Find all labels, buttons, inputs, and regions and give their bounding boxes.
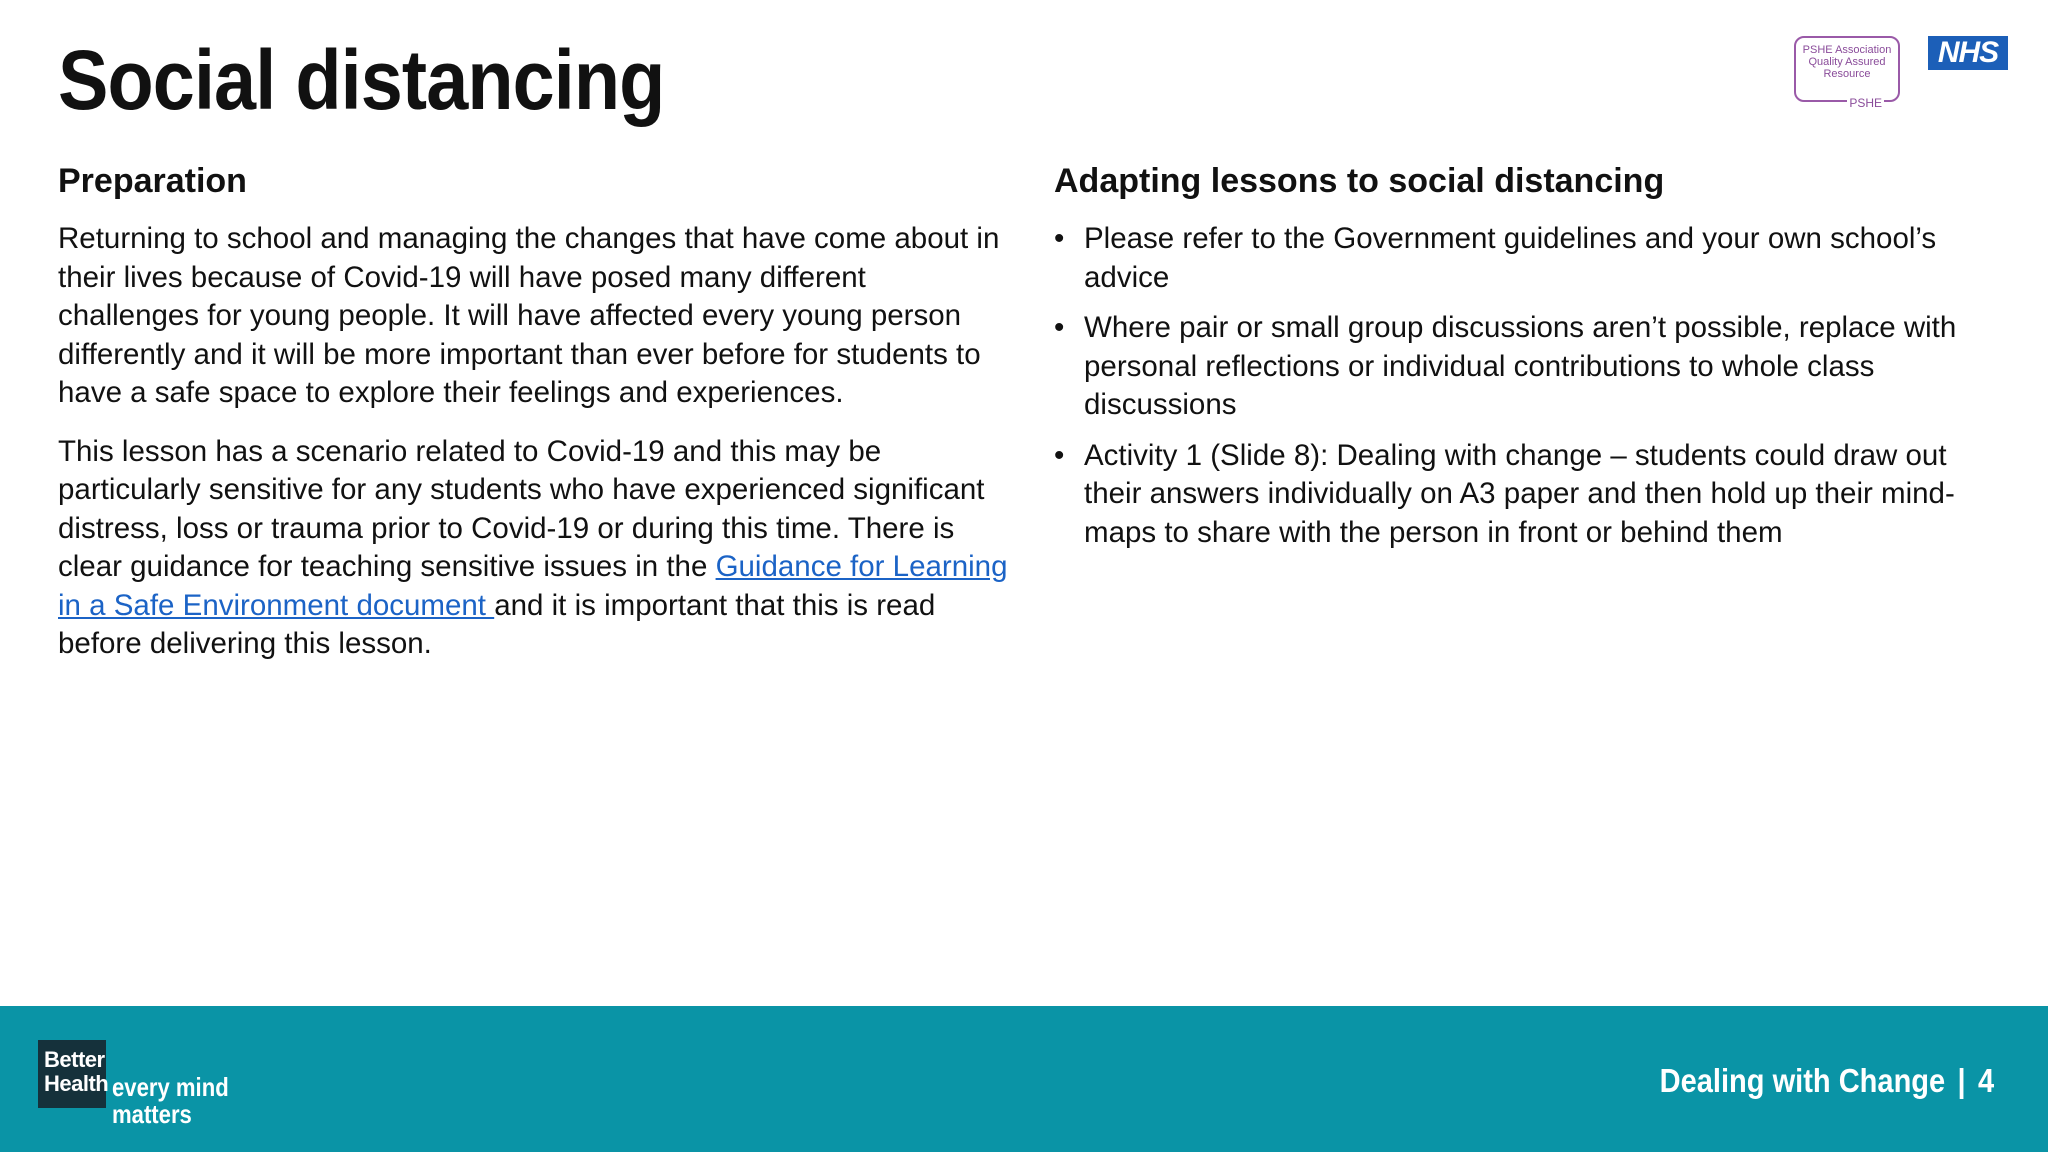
better-health-every-mind-matters-logo <box>38 1040 249 1129</box>
nhs-logo: NHS <box>1928 36 2008 70</box>
list-item <box>1054 437 1994 553</box>
footer-separator: | <box>1957 1062 1966 1099</box>
partner-logos <box>1794 36 2008 110</box>
bullet-icon: • <box>1054 222 1065 255</box>
adapting-lessons-column <box>1054 160 1994 564</box>
pshe-logo-line-1: PSHE Association <box>1802 44 1892 56</box>
preparation-column <box>58 160 1008 684</box>
paragraph-2-text-before-link: This lesson has a scenario related to Covid-19 and this may be particularly sensitive for any students who have experienced significant distress, loss or trauma prior to Covid-19 or during this time. There is clear guidance for teaching sensitive issues in the <box>58 434 985 583</box>
adapting-lessons-list <box>1054 220 1994 552</box>
paragraph-2-text-after-link: and it is important that this is read before delivering this lesson. <box>58 588 936 660</box>
better-health-logo-line-2: Health <box>44 1071 109 1096</box>
every-mind-matters-text <box>112 1074 229 1128</box>
lesson-title: Dealing with Change <box>1659 1062 1946 1099</box>
pshe-logo-mark: PSHE <box>1849 96 1882 110</box>
bullet-icon: • <box>1054 311 1065 344</box>
slide-title: Social distancing <box>58 33 665 127</box>
list-item-text: Please refer to the Government guidelines and your own school’s advice <box>1084 222 1937 294</box>
preparation-paragraph-2 <box>58 433 1008 664</box>
bullet-icon: • <box>1054 438 1065 472</box>
page-number: 4 <box>1977 1062 1994 1099</box>
list-item <box>1054 220 1994 297</box>
better-health-logo-line-1: Better <box>44 1047 105 1072</box>
pshe-logo-line-3: Resource <box>1823 68 1871 80</box>
preparation-paragraph-1: Returning to school and managing the changes that have come about in their lives because of Covid-19 will have posed many different challenges for young people. It will have affected every young person differently and it will be more important than ever before for students to have a safe space to explore their feelings and experiences. <box>58 222 1000 409</box>
preparation-heading: Preparation <box>58 162 247 200</box>
list-item <box>1054 309 1994 425</box>
better-health-logo-box <box>38 1040 109 1108</box>
adapting-lessons-heading: Adapting lessons to social distancing <box>1054 162 1665 200</box>
pshe-quality-assured-logo <box>1794 36 1900 110</box>
every-mind-matters-line-2: matters <box>112 1099 192 1129</box>
safe-environment-guidance-link[interactable]: Guidance for Learning in a Safe Environment document <box>58 550 1008 622</box>
pshe-logo-line-2: Quality Assured <box>1808 56 1886 68</box>
list-item-text: Activity 1 (Slide 8): Dealing with change – students could draw out their answers individually on A3 paper and then hold up their mind-maps to share with the person in front or behind them <box>1084 438 1955 549</box>
every-mind-matters-line-1: every mind <box>112 1072 229 1102</box>
footer-bar <box>0 1006 2048 1152</box>
footer-slide-info <box>1659 1062 1994 1100</box>
list-item-text: Where pair or small group discussions aren’t possible, replace with personal reflections or individual contributions to whole class discussions <box>1084 311 1957 421</box>
